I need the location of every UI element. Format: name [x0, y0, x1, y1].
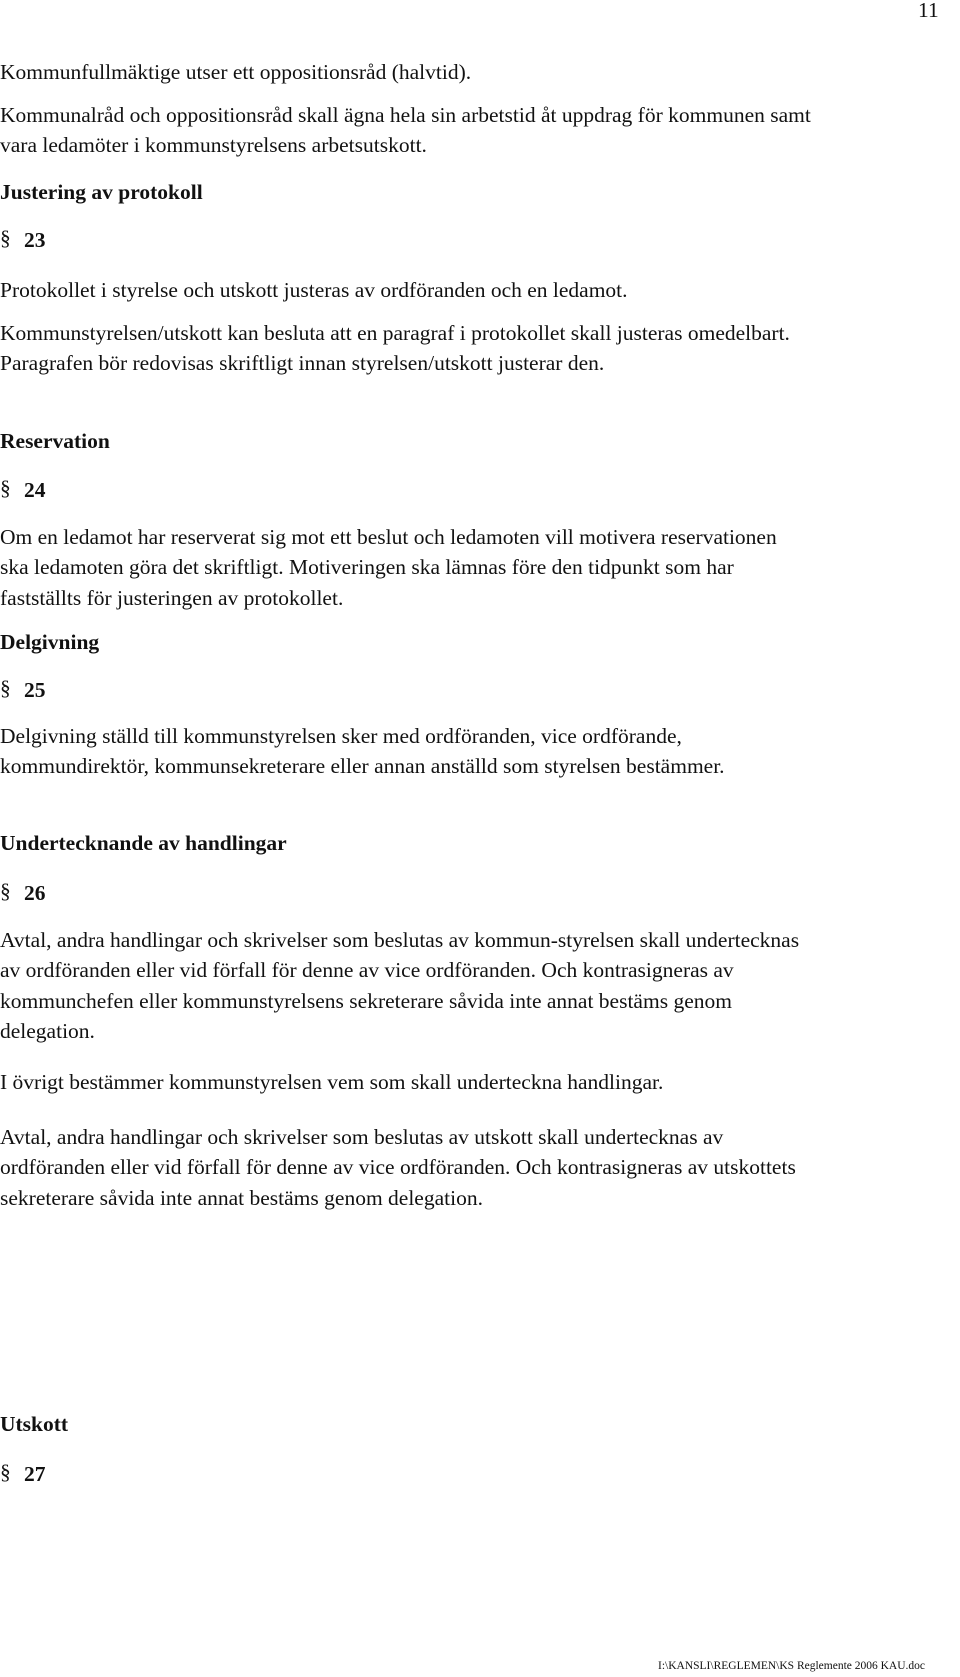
section-23	[0, 226, 46, 252]
section-25	[0, 676, 46, 702]
paragraph: Delgivning ställd till kommunstyrelsen sker med ordföranden, vice ordförande, kommundirektör, kommunsekreterare eller annan anställd som styrelsen bestämmer.	[0, 724, 725, 779]
section-sign: §	[0, 226, 11, 250]
section-sign: §	[0, 476, 11, 500]
section-number: 24	[24, 478, 46, 502]
section-sign: §	[0, 676, 11, 700]
section-number: 25	[24, 678, 46, 702]
heading-utskott: Utskott	[0, 1412, 69, 1436]
section-number: 27	[24, 1462, 46, 1486]
section-number: 26	[24, 881, 46, 905]
section-sign: §	[0, 879, 11, 903]
section-24	[0, 476, 46, 502]
paragraph: Kommunalråd och oppositionsråd skall ägna hela sin arbetstid åt uppdrag för kommunen samt vara ledamöter i kommunstyrelsens arbetsutskott.	[0, 103, 811, 158]
section-27	[0, 1460, 46, 1486]
paragraph: I övrigt bestämmer kommunstyrelsen vem som skall underteckna handlingar.	[0, 1070, 664, 1094]
paragraph: Kommunstyrelsen/utskott kan besluta att en paragraf i protokollet skall justeras omedelbart. Paragrafen bör redovisas skriftligt innan styrelsen/utskott justerar den.	[0, 321, 790, 376]
page-number: 11	[918, 0, 939, 22]
heading-justering: Justering av protokoll	[0, 180, 203, 204]
footer-path: I:\KANSLI\REGLEMEN\KS Reglemente 2006 KAU.doc	[658, 1660, 926, 1672]
section-26	[0, 879, 46, 905]
paragraph: Kommunfullmäktige utser ett oppositionsråd (halvtid).	[0, 60, 472, 84]
paragraph: Avtal, andra handlingar och skrivelser som beslutas av kommun-styrelsen skall undertecknas av ordföranden eller vid förfall för denne av vice ordföranden. Och kontrasigneras av kommunchefen eller kommunstyrelsens sekreterare såvida inte annat bestäms genom delegation.	[0, 928, 800, 1043]
section-sign: §	[0, 1460, 11, 1484]
section-number: 23	[24, 228, 46, 252]
heading-delgivning: Delgivning	[0, 630, 100, 654]
heading-reservation: Reservation	[0, 429, 110, 453]
paragraph: Avtal, andra handlingar och skrivelser som beslutas av utskott skall undertecknas av ordföranden eller vid förfall för denne av vice ordföranden. Och kontrasigneras av utskottets sekreterare såvida inte annat bestäms genom delegation.	[0, 1125, 796, 1210]
heading-undertecknande: Undertecknande av handlingar	[0, 831, 287, 855]
paragraph: Om en ledamot har reserverat sig mot ett beslut och ledamoten vill motivera reservationen ska ledamoten göra det skriftligt. Motiveringen ska lämnas före den tidpunkt som har fastställts för justeringen av protokollet.	[0, 525, 777, 610]
paragraph: Protokollet i styrelse och utskott justeras av ordföranden och en ledamot.	[0, 278, 628, 302]
